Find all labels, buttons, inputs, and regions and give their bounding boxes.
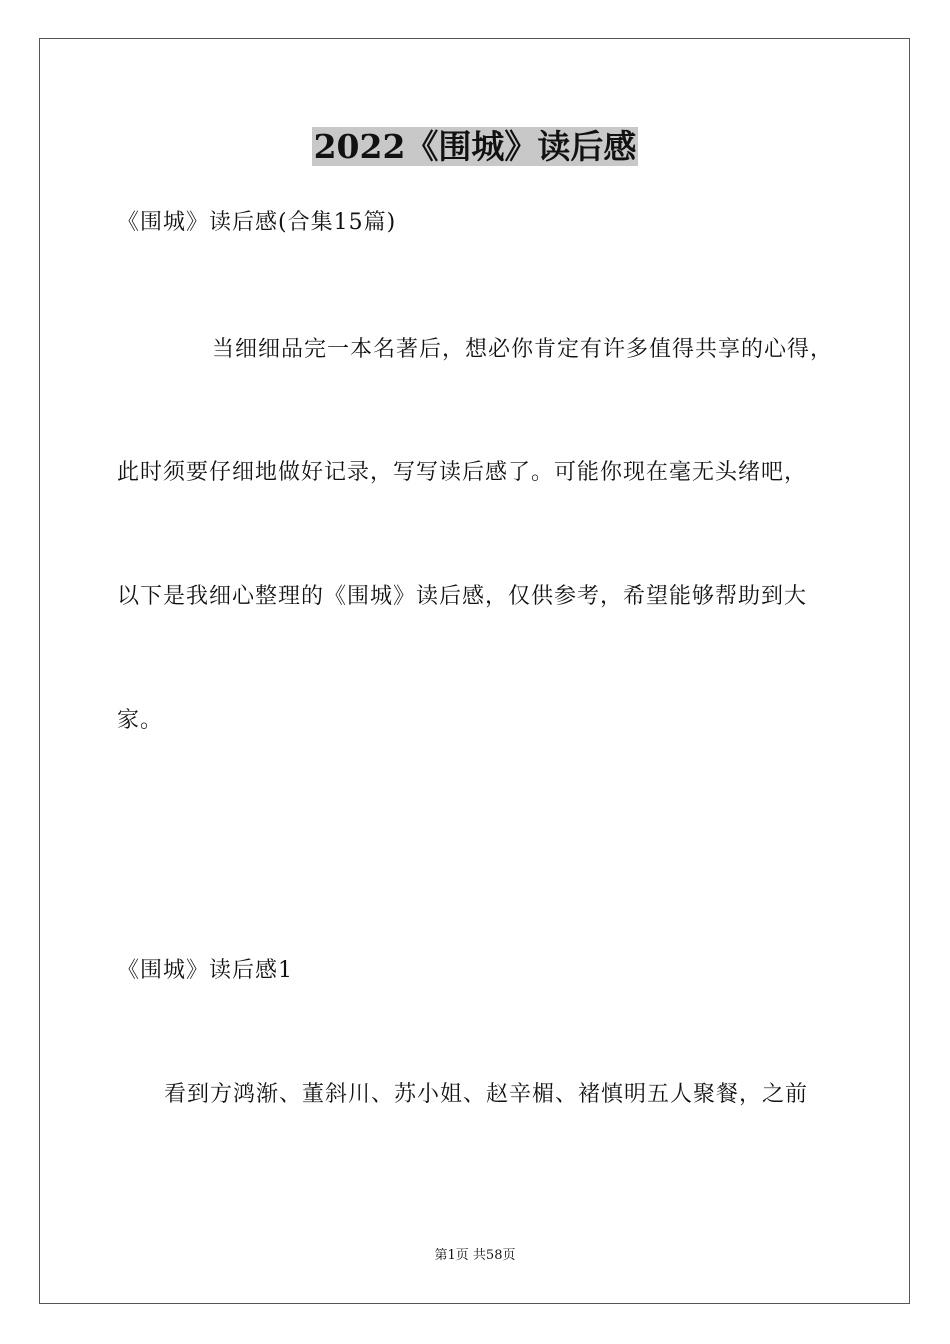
paragraph-line: 家。 bbox=[117, 708, 164, 733]
document-title bbox=[0, 125, 950, 169]
document-title-text: 2022《围城》读后感 bbox=[313, 127, 637, 166]
paragraph-line: 当细细品完一本名著后，想必你肯定有许多值得共享的心得， bbox=[212, 337, 834, 362]
document-subtitle: 《围城》读后感(合集15篇) bbox=[117, 210, 397, 235]
paragraph-line: 看到方鸿渐、董斜川、苏小姐、赵辛楣、褚慎明五人聚餐，之前 bbox=[164, 1082, 809, 1107]
section-heading: 《围城》读后感1 bbox=[117, 958, 293, 983]
page-footer: 第1页 共58页 bbox=[434, 1248, 516, 1263]
paragraph-line: 此时须要仔细地做好记录，写写读后感了。可能你现在毫无头绪吧， bbox=[117, 460, 808, 485]
paragraph-line: 以下是我细心整理的《围城》读后感，仅供参考，希望能够帮助到大 bbox=[117, 584, 808, 609]
